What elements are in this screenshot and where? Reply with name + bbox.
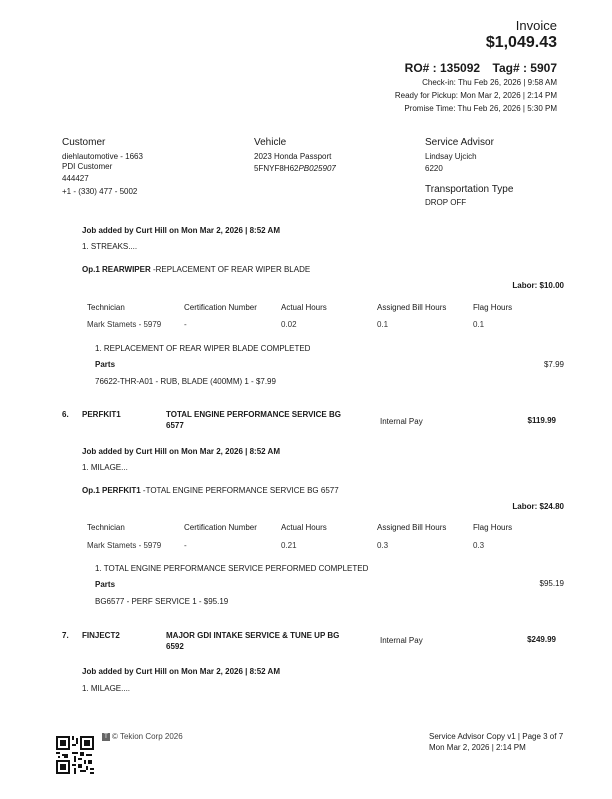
promise-time: Promise Time: Thu Feb 26, 2026 | 5:30 PM bbox=[404, 104, 557, 113]
customer-line2: PDI Customer bbox=[62, 162, 113, 171]
vin-main: 5FNYF8H62 bbox=[254, 164, 299, 173]
job6-flag: 0.3 bbox=[473, 541, 485, 550]
job5-flag: 0.1 bbox=[473, 320, 485, 329]
qr-code-icon bbox=[56, 736, 94, 774]
ro-tag-line bbox=[405, 59, 557, 77]
ro-number: RO# : 135092 bbox=[404, 61, 481, 75]
job5-op-code: Op.1 REARWIPER bbox=[82, 265, 151, 274]
transport-value: DROP OFF bbox=[425, 198, 467, 207]
advisor-heading: Service Advisor bbox=[425, 137, 494, 148]
job6-labor: Labor: $24.80 bbox=[512, 502, 564, 511]
customer-line3: 444427 bbox=[62, 174, 89, 183]
job5-part-line: 76622-THR-A01 - RUB, BLADE (400MM) 1 - $7.99 bbox=[95, 377, 276, 386]
ready-time: Ready for Pickup: Mon Mar 2, 2026 | 2:14 PM bbox=[394, 91, 557, 100]
job7-concern: 1. MILAGE.... bbox=[82, 684, 131, 693]
advisor-number: 6220 bbox=[425, 164, 443, 173]
job5-labor: Labor: $10.00 bbox=[512, 281, 564, 290]
customer-phone: +1 - (330) 477 - 5002 bbox=[62, 187, 138, 196]
job5-cert: - bbox=[184, 320, 187, 329]
job5-tech: Mark Stamets - 5979 bbox=[87, 320, 162, 329]
th6-flag-hours: Flag Hours bbox=[473, 523, 513, 532]
job6-tech: Mark Stamets - 5979 bbox=[87, 541, 162, 550]
job6-title: TOTAL ENGINE PERFORMANCE SERVICE BG bbox=[166, 410, 341, 419]
job5-op-desc: -REPLACEMENT OF REAR WIPER BLADE bbox=[150, 265, 311, 274]
job5-actual: 0.02 bbox=[281, 320, 297, 329]
job6-cert: - bbox=[184, 541, 187, 550]
advisor-name: Lindsay Ujcich bbox=[425, 152, 477, 161]
job6-part-line: BG6577 - PERF SERVICE 1 - $95.19 bbox=[95, 597, 229, 606]
job7-title-line2: 6592 bbox=[166, 642, 184, 651]
invoice-title: Invoice bbox=[515, 18, 557, 33]
job6-title-line2: 6577 bbox=[166, 421, 184, 430]
job6-op-code: Op.1 PERFKIT1 bbox=[82, 486, 141, 495]
job6-number: 6. bbox=[62, 410, 69, 419]
job6-pay-type: Internal Pay bbox=[380, 417, 423, 426]
job6-amount: $119.99 bbox=[527, 416, 556, 425]
copyright-text: © Tekion Corp 2026 bbox=[112, 732, 183, 741]
job7-number: 7. bbox=[62, 631, 69, 640]
transport-heading: Transportation Type bbox=[425, 184, 514, 195]
checkin-time: Check-in: Thu Feb 26, 2026 | 9:58 AM bbox=[422, 78, 557, 87]
job5-parts-label: Parts bbox=[95, 360, 116, 369]
th6-assigned-hours: Assigned Bill Hours bbox=[377, 523, 447, 532]
job5-assigned: 0.1 bbox=[377, 320, 389, 329]
vehicle-model: 2023 Honda Passport bbox=[254, 152, 332, 161]
customer-heading: Customer bbox=[62, 137, 106, 148]
job7-amount: $249.99 bbox=[527, 635, 556, 644]
job6-operation bbox=[82, 486, 339, 495]
th6-actual-hours: Actual Hours bbox=[281, 523, 327, 532]
job7-pay-type: Internal Pay bbox=[380, 636, 423, 645]
job5-concern: 1. STREAKS.... bbox=[82, 242, 138, 251]
copyright bbox=[102, 732, 183, 741]
th-certification: Certification Number bbox=[184, 303, 257, 312]
copy-info: Service Advisor Copy v1 | Page 3 of 7 bbox=[429, 732, 564, 741]
job6-code: PERFKIT1 bbox=[82, 410, 121, 419]
job7-code: FINJECT2 bbox=[82, 631, 120, 640]
vehicle-heading: Vehicle bbox=[254, 137, 287, 148]
job6-completion: 1. TOTAL ENGINE PERFORMANCE SERVICE PERFORMED COMPLETED bbox=[95, 564, 369, 573]
job7-added-by: Job added by Curt Hill on Mon Mar 2, 2026 | 8:52 AM bbox=[82, 667, 280, 676]
th6-certification: Certification Number bbox=[184, 523, 257, 532]
tekion-logo-icon: T bbox=[102, 733, 110, 741]
job6-op-desc: -TOTAL ENGINE PERFORMANCE SERVICE BG 6577 bbox=[140, 486, 339, 495]
customer-line1: diehlautomotive - 1663 bbox=[62, 152, 143, 161]
job6-parts-total: $95.19 bbox=[539, 579, 564, 588]
job5-parts-total: $7.99 bbox=[543, 360, 564, 369]
job5-completion: 1. REPLACEMENT OF REAR WIPER BLADE COMPLETED bbox=[95, 344, 311, 353]
th-flag-hours: Flag Hours bbox=[473, 303, 513, 312]
vehicle-vin bbox=[254, 164, 336, 173]
job5-operation bbox=[82, 265, 310, 274]
tag-number: Tag# : 5907 bbox=[492, 61, 557, 75]
job6-actual: 0.21 bbox=[281, 541, 297, 550]
job6-added-by: Job added by Curt Hill on Mon Mar 2, 2026 | 8:52 AM bbox=[82, 447, 280, 456]
job5-added-by: Job added by Curt Hill on Mon Mar 2, 2026 | 8:52 AM bbox=[82, 226, 280, 235]
th6-technician: Technician bbox=[87, 523, 125, 532]
invoice-total: $1,049.43 bbox=[485, 34, 557, 51]
job6-assigned: 0.3 bbox=[377, 541, 389, 550]
th-actual-hours: Actual Hours bbox=[281, 303, 327, 312]
job6-concern: 1. MILAGE... bbox=[82, 463, 128, 472]
vin-tail: PB025907 bbox=[298, 164, 336, 173]
th-technician: Technician bbox=[87, 303, 125, 312]
job6-parts-label: Parts bbox=[95, 580, 116, 589]
printed-time: Mon Mar 2, 2026 | 2:14 PM bbox=[429, 743, 526, 752]
job7-title: MAJOR GDI INTAKE SERVICE & TUNE UP BG bbox=[166, 631, 340, 640]
th-assigned-hours: Assigned Bill Hours bbox=[377, 303, 447, 312]
